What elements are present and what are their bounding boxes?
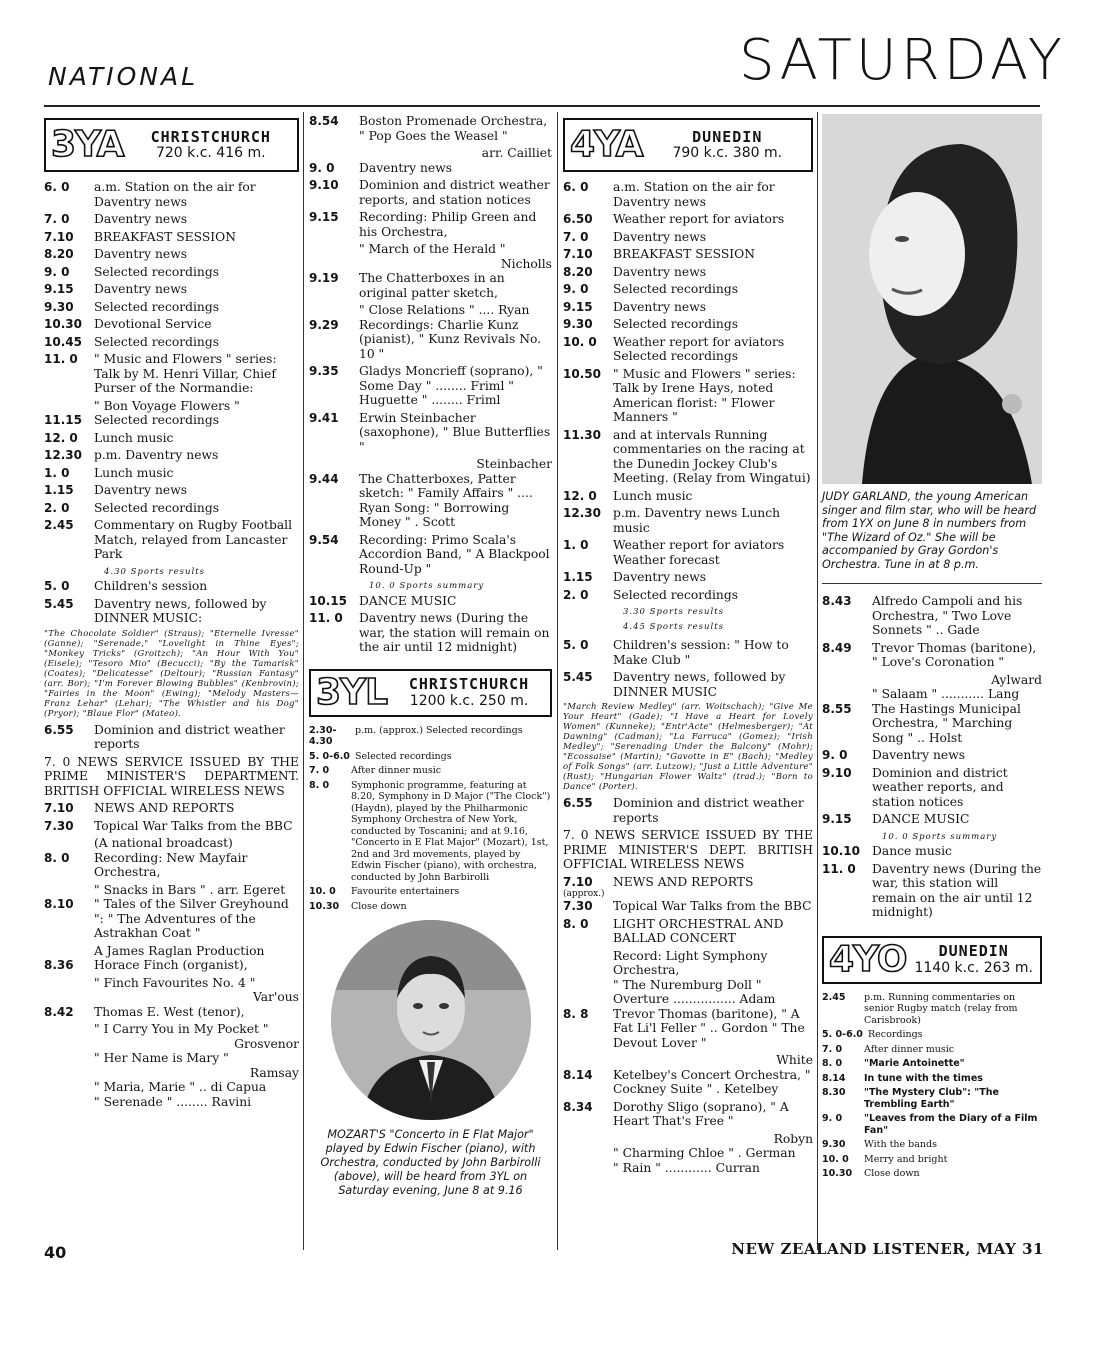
column-divider — [303, 112, 304, 1250]
program-detail: " Serenade " ........ Ravini — [94, 1094, 252, 1109]
sports-summary: 10. 0 Sports summary — [882, 831, 998, 842]
publication-footer: NEW ZEALAND LISTENER, MAY 31 — [731, 1240, 1044, 1258]
program-detail: " Charming Chloe " . German — [613, 1146, 796, 1160]
program-item: 6.55 Dominion and district weather reports — [563, 796, 804, 825]
sports-summary: 10. 0 Sports summary — [369, 581, 485, 591]
program-item: 9.19 The Chatterboxes in an original patter sketch, — [309, 271, 505, 300]
program-item: 2. 0 Selected recordings — [563, 587, 739, 602]
station-header-3yl — [309, 669, 552, 717]
program-item: 5. 0 Children's session — [44, 579, 208, 593]
program-item: 10.50 " Music and Flowers " series: Talk by Irene Hays, noted American florist: " Flower Manners " — [563, 366, 796, 424]
news-service: 7. 0 NEWS SERVICE ISSUED BY THE PRIME MINISTER'S DEPARTMENT. BRITISH OFFICIAL WIRELESS NEWS — [44, 754, 299, 798]
program-item: 12.30 p.m. Daventry news Lunch music — [563, 506, 781, 535]
program-item: 1. 0 Weather report for aviators Weather forecast — [563, 538, 785, 567]
program-item: 10.30 Close down — [822, 1168, 920, 1179]
program-item: 6.55 Dominion and district weather reports — [44, 722, 285, 751]
program-detail: " I Carry You in My Pocket " — [94, 1022, 269, 1036]
program-item: 9.15 Daventry news — [44, 282, 188, 296]
program-item: 12. 0 Lunch music — [44, 430, 174, 445]
column-divider — [817, 112, 818, 1250]
program-item: 8.36 Horace Finch (organist), — [44, 958, 248, 972]
station-header-3ya — [44, 118, 299, 172]
program-item: 9.35 Gladys Moncrieff (soprano), " Some Day " ........ Friml " Huguette " ........ Friml — [309, 364, 543, 407]
program-detail: A James Raglan Production — [94, 943, 265, 958]
program-item: 6.50 Weather report for aviators — [563, 212, 785, 226]
program-item: 8.10 " Tales of the Silver Greyhound ": " The Adventures of the Astrakhan Coat " — [44, 897, 289, 940]
station-logo: 4YA — [570, 124, 643, 165]
program-item: 9. 0 Daventry news — [309, 160, 453, 175]
composer: Aylward — [991, 672, 1042, 687]
program-detail: " Close Relations " .... Ryan — [359, 303, 530, 317]
program-item: 9. 0 Daventry news — [822, 748, 966, 762]
station-logo: 4YO — [829, 938, 907, 980]
program-item: 2. 0 Selected recordings — [44, 500, 220, 515]
column-4ya-continued — [822, 114, 1042, 1183]
program-item: 9. 0 Selected recordings — [44, 264, 220, 279]
station-name: CHRISTCHURCH — [150, 127, 271, 146]
program-item: 10.10 Dance music — [822, 844, 952, 858]
program-list-3yl — [309, 725, 552, 913]
sports-results: 3.30 Sports results — [623, 607, 724, 617]
station-frequency: 1200 k.c. 250 m. — [409, 692, 529, 709]
program-item: 2.45 Commentary on Rugby Football Match, relayed from Lancaster Park — [44, 518, 293, 561]
composer: Var'ous — [253, 990, 299, 1004]
day-title: SATURDAY — [739, 28, 1066, 93]
program-item: 8.42 Thomas E. West (tenor), — [44, 1004, 245, 1019]
program-item: 8. 0 Symphonic programme, featuring at 8.20, Symphony in D Major ("The Clock") (Haydn), played by the Philharmonic Symphony Orchestra of New York, conducted by Toscanini; and at 9.16, "Concerto in E Flat Major" (Mozart), 1st, 2nd and 3rd movements, played by Edwin Fischer (piano), with orchestra, conducted by John Barbirolli — [309, 779, 551, 883]
news-service: 7. 0 NEWS SERVICE ISSUED BY THE PRIME MINISTER'S DEPT. BRITISH OFFICIAL WIRELESS NEWS — [563, 828, 813, 871]
composer: Ramsay — [249, 1065, 299, 1080]
program-item: 8. 0 LIGHT ORCHESTRAL AND BALLAD CONCERT — [563, 916, 784, 945]
program-detail: " March of the Herald " — [359, 242, 506, 256]
program-item: 8.20 Daventry news — [44, 247, 188, 261]
program-item: 10. 0 Favourite entertainers — [309, 886, 460, 897]
program-item: 9.15 Recording: Philip Green and his Orchestra, — [309, 210, 537, 239]
photo-caption: MOZART'S "Concerto in E Flat Major" played by Edwin Fischer (piano), with Orchestra, conducted by John Barbirolli (above), will be heard from 3YL on Saturday evening, June 8 at 9.16 — [320, 1128, 541, 1197]
program-item: 7. 0 After dinner music — [309, 765, 442, 776]
program-item: 10. 0 Weather report for aviators Selected recordings — [563, 334, 785, 363]
program-item: 8. 0 Recording: New Mayfair Orchestra, — [44, 850, 248, 879]
station-name: DUNEDIN — [692, 127, 763, 146]
dinner-music-list: "The Chocolate Soldier" (Straus); "Eternelle Ivresse" (Ganne); "Serenade," "Lovelight in Thine Eyes"; "Monkey Tricks" (Groitzch); "An Hour With You" (Eisele); "Tesoro Mio" (Becucci); "By the Tamarisk" (Coates); "Delicatesse" (Deltour); "Russian Fantasy" (arr. Bor); "I'm Forever Blowing Bubbles" (Kenbrovin); "Fairies in the Moon" (Ewing); "Melody Masters—Franz Lehar" (Lehar); "The Whistler and his Dog" (Pryor); "Blaue Flor" (Mateo). — [44, 628, 299, 719]
station-name: CHRISTCHURCH — [408, 675, 530, 693]
program-item: 8.54 Boston Promenade Orchestra, " Pop Goes the Weasel " — [309, 114, 548, 143]
program-item: 6. 0 a.m. Station on the air for Daventry news — [44, 180, 256, 209]
program-item: 8.20 Daventry news — [563, 264, 707, 279]
column-4ya — [563, 114, 813, 1175]
composer: White — [776, 1053, 813, 1067]
program-item: 8.14 In tune with the times — [822, 1072, 983, 1084]
program-item: 9.29 Recordings: Charlie Kunz (pianist), " Kunz Revivals No. 10 " — [309, 317, 542, 361]
program-item: 7.10 NEWS AND REPORTS — [44, 801, 235, 815]
station-logo: 3YL — [316, 671, 388, 713]
portrait-illustration — [822, 114, 1042, 484]
portrait-photo — [331, 920, 531, 1120]
composer: Robyn — [773, 1131, 813, 1146]
program-item: 2.45 p.m. Running commentaries on senior Rugby match (relay from Carisbrook) — [822, 991, 1018, 1026]
composer: Steinbacher — [476, 457, 552, 471]
composer: Nicholls — [500, 256, 552, 271]
program-item: 8.55 The Hastings Municipal Orchestra, " Marching Song " .. Holst — [822, 701, 1021, 745]
program-item: 10.15 DANCE MUSIC — [309, 593, 457, 608]
program-item: 8.14 Ketelbey's Concert Orchestra, " Cockney Suite " . Ketelbey — [563, 1067, 811, 1096]
program-item: 11.30 and at intervals Running commentaries on the racing at the Dunedin Jockey Club's Meeting. (Relay from Wingatui) — [563, 427, 811, 485]
program-item: 5. 0-6.0 Recordings — [822, 1029, 923, 1040]
program-item: 8. 0 "Marie Antoinette" — [822, 1058, 965, 1069]
program-detail: " Rain " ............ Curran — [613, 1160, 760, 1175]
program-item: 7.30 Topical War Talks from the BBC — [44, 818, 293, 833]
program-detail: " The Nuremburg Doll " Overture ................ Adam — [613, 977, 776, 1006]
program-item: 9.15 Daventry news — [563, 299, 707, 314]
program-item: 5.45 Daventry news, followed by DINNER MUSIC — [563, 670, 786, 699]
section-rule — [822, 583, 1042, 584]
program-item: 10.30 Close down — [309, 900, 407, 912]
program-item: 2.30-4.30 p.m. (approx.) Selected recordings — [309, 724, 523, 747]
program-item: 7. 0 After dinner music — [822, 1043, 955, 1055]
portrait-photo — [822, 114, 1042, 484]
program-item: 8.49 Trevor Thomas (baritone), " Love's Coronation " — [822, 640, 1037, 669]
program-list-4yo — [822, 992, 1042, 1180]
station-header-4ya — [563, 118, 813, 172]
station-frequency: 790 k.c. 380 m. — [672, 145, 783, 161]
program-detail: " Bon Voyage Flowers " — [94, 398, 240, 413]
program-item: 5. 0 Children's session: " How to Make Club " — [563, 638, 789, 667]
program-item: 5.45 Daventry news, followed by DINNER MUSIC: — [44, 596, 267, 625]
program-detail: " Her Name is Mary " — [94, 1051, 229, 1065]
program-item: 8.43 Alfredo Campoli and his Orchestra, " Two Love Sonnets " .. Gade — [822, 594, 1023, 637]
program-item: 7.10 BREAKFAST SESSION — [563, 247, 755, 261]
program-item: 11.15 Selected recordings — [44, 413, 220, 427]
program-item: 1.15 Daventry news — [563, 570, 707, 584]
dinner-music-list: "March Review Medley" (arr. Woitschach); "Give Me Your Heart" (Gade); "I Have a Heart for Lovely Women" (Kunneke); "Entr'Acte" (Helmesberger); "At Dawning" (Cadman); "La Farruca" (Gomez); "Irish Medley"; "Serenading Under the Balcony" (Mohr); "Ecossaise" (Martin); "Gavotte in E" (Bach); "Medley of Folk Songs" (arr. Lutzow); "Just a Little Adventure" (Rust); "Hungarian Flower Waltz" (trad.); "Born to Dance" (Porter). — [563, 702, 813, 792]
composer: arr. Cailliet — [481, 146, 552, 160]
program-item: 9.30 Selected recordings — [563, 317, 739, 331]
program-detail: " Salaam " ........... Lang — [872, 687, 1020, 701]
program-item: 1.15 Daventry news — [44, 483, 188, 497]
program-item: 10.30 Devotional Service — [44, 317, 212, 331]
program-item: 9.41 Erwin Steinbacher (saxophone), " Blue Butterflies " — [309, 410, 551, 454]
program-item: 12.30 p.m. Daventry news — [44, 448, 219, 462]
program-item: 11. 0 " Music and Flowers " series: Talk by M. Henri Villar, Chief Purser of the Normandie: — [44, 352, 277, 395]
program-item: 9.10 Dominion and district weather reports, and station notices — [822, 765, 1008, 809]
portrait-illustration — [331, 920, 531, 1120]
program-item: 9. 0 Selected recordings — [563, 282, 739, 296]
program-item: 7.10 NEWS AND REPORTS — [563, 874, 754, 889]
station-header-4yo — [822, 936, 1042, 984]
program-item: 11. 0 Daventry news (During the war, this station will remain on the air until 12 midnight) — [822, 861, 1042, 919]
column-divider — [557, 112, 558, 1250]
program-item: 8.34 Dorothy Sligo (soprano), " A Heart That's Free " — [563, 1099, 789, 1128]
program-item: 7.30 Topical War Talks from the BBC — [563, 899, 812, 913]
program-item: 9.44 The Chatterboxes, Patter sketch: " Family Affairs " .... Ryan Song: " Borrowing Money " . Scott — [309, 471, 533, 529]
station-logo: 3YA — [51, 124, 124, 165]
program-item: 9.10 Dominion and district weather reports, and station notices — [309, 178, 550, 207]
program-detail: Record: Light Symphony Orchestra, — [613, 948, 768, 977]
program-detail: " Maria, Marie " .. di Capua — [94, 1080, 267, 1094]
column-3ya — [44, 114, 299, 1109]
program-detail: (A national broadcast) — [94, 836, 233, 850]
station-name: DUNEDIN — [938, 942, 1009, 960]
program-detail: " Finch Favourites No. 4 " — [94, 975, 256, 990]
photo-caption: JUDY GARLAND, the young American singer and film star, who will be heard from 1YX on June 8 in numbers from "The Wizard of Oz." She will be accompanied by Gray Gordon's Orchestra. Tune in at 8 p.m. — [822, 490, 1037, 571]
sports-results: 4.30 Sports results — [104, 566, 205, 577]
program-item: 12. 0 Lunch music — [563, 488, 693, 503]
composer: Grosvenor — [234, 1036, 299, 1051]
header-rule — [44, 105, 1040, 107]
station-frequency: 1140 k.c. 263 m. — [914, 959, 1033, 976]
station-frequency: 720 k.c. 416 m. — [155, 145, 266, 161]
program-item: 5. 0-6.0 Selected recordings — [309, 750, 452, 762]
sports-results: 4.45 Sports results — [623, 621, 724, 632]
page-number: 40 — [44, 1243, 67, 1262]
program-item: 9.15 DANCE MUSIC — [822, 812, 970, 826]
program-item: 7.10 BREAKFAST SESSION — [44, 229, 236, 244]
program-item: 9.54 Recording: Primo Scala's Accordion Band, " A Blackpool Round-Up " — [309, 532, 550, 576]
program-item: 9.30 Selected recordings — [44, 299, 220, 314]
program-item: 9. 0 "Leaves from the Diary of a Film Fan" — [822, 1113, 1038, 1136]
program-detail: " Snacks in Bars " . arr. Egeret — [94, 882, 286, 897]
program-item: 7. 0 Daventry news — [44, 212, 188, 226]
approx-note: (approx.) — [563, 889, 605, 899]
section-label: NATIONAL — [48, 62, 199, 91]
program-item: 1. 0 Lunch music — [44, 465, 174, 480]
program-item: 10. 0 Merry and bright — [822, 1153, 948, 1165]
program-item: 7. 0 Daventry news — [563, 229, 707, 244]
program-item: 10.45 Selected recordings — [44, 334, 220, 349]
program-item: 9.30 With the bands — [822, 1139, 937, 1150]
column-3ya-continued — [309, 114, 552, 1198]
program-item: 11. 0 Daventry news (During the war, the station will remain on the air until 12 midnight) — [309, 611, 550, 654]
program-item: 8. 8 Trevor Thomas (baritone), " A Fat Li'l Feller " .. Gordon " The Devout Lover " — [563, 1006, 805, 1050]
program-item: 6. 0 a.m. Station on the air for Daventry news — [563, 180, 775, 209]
program-item: 8.30 "The Mystery Club": "The Trembling Earth" — [822, 1087, 999, 1110]
